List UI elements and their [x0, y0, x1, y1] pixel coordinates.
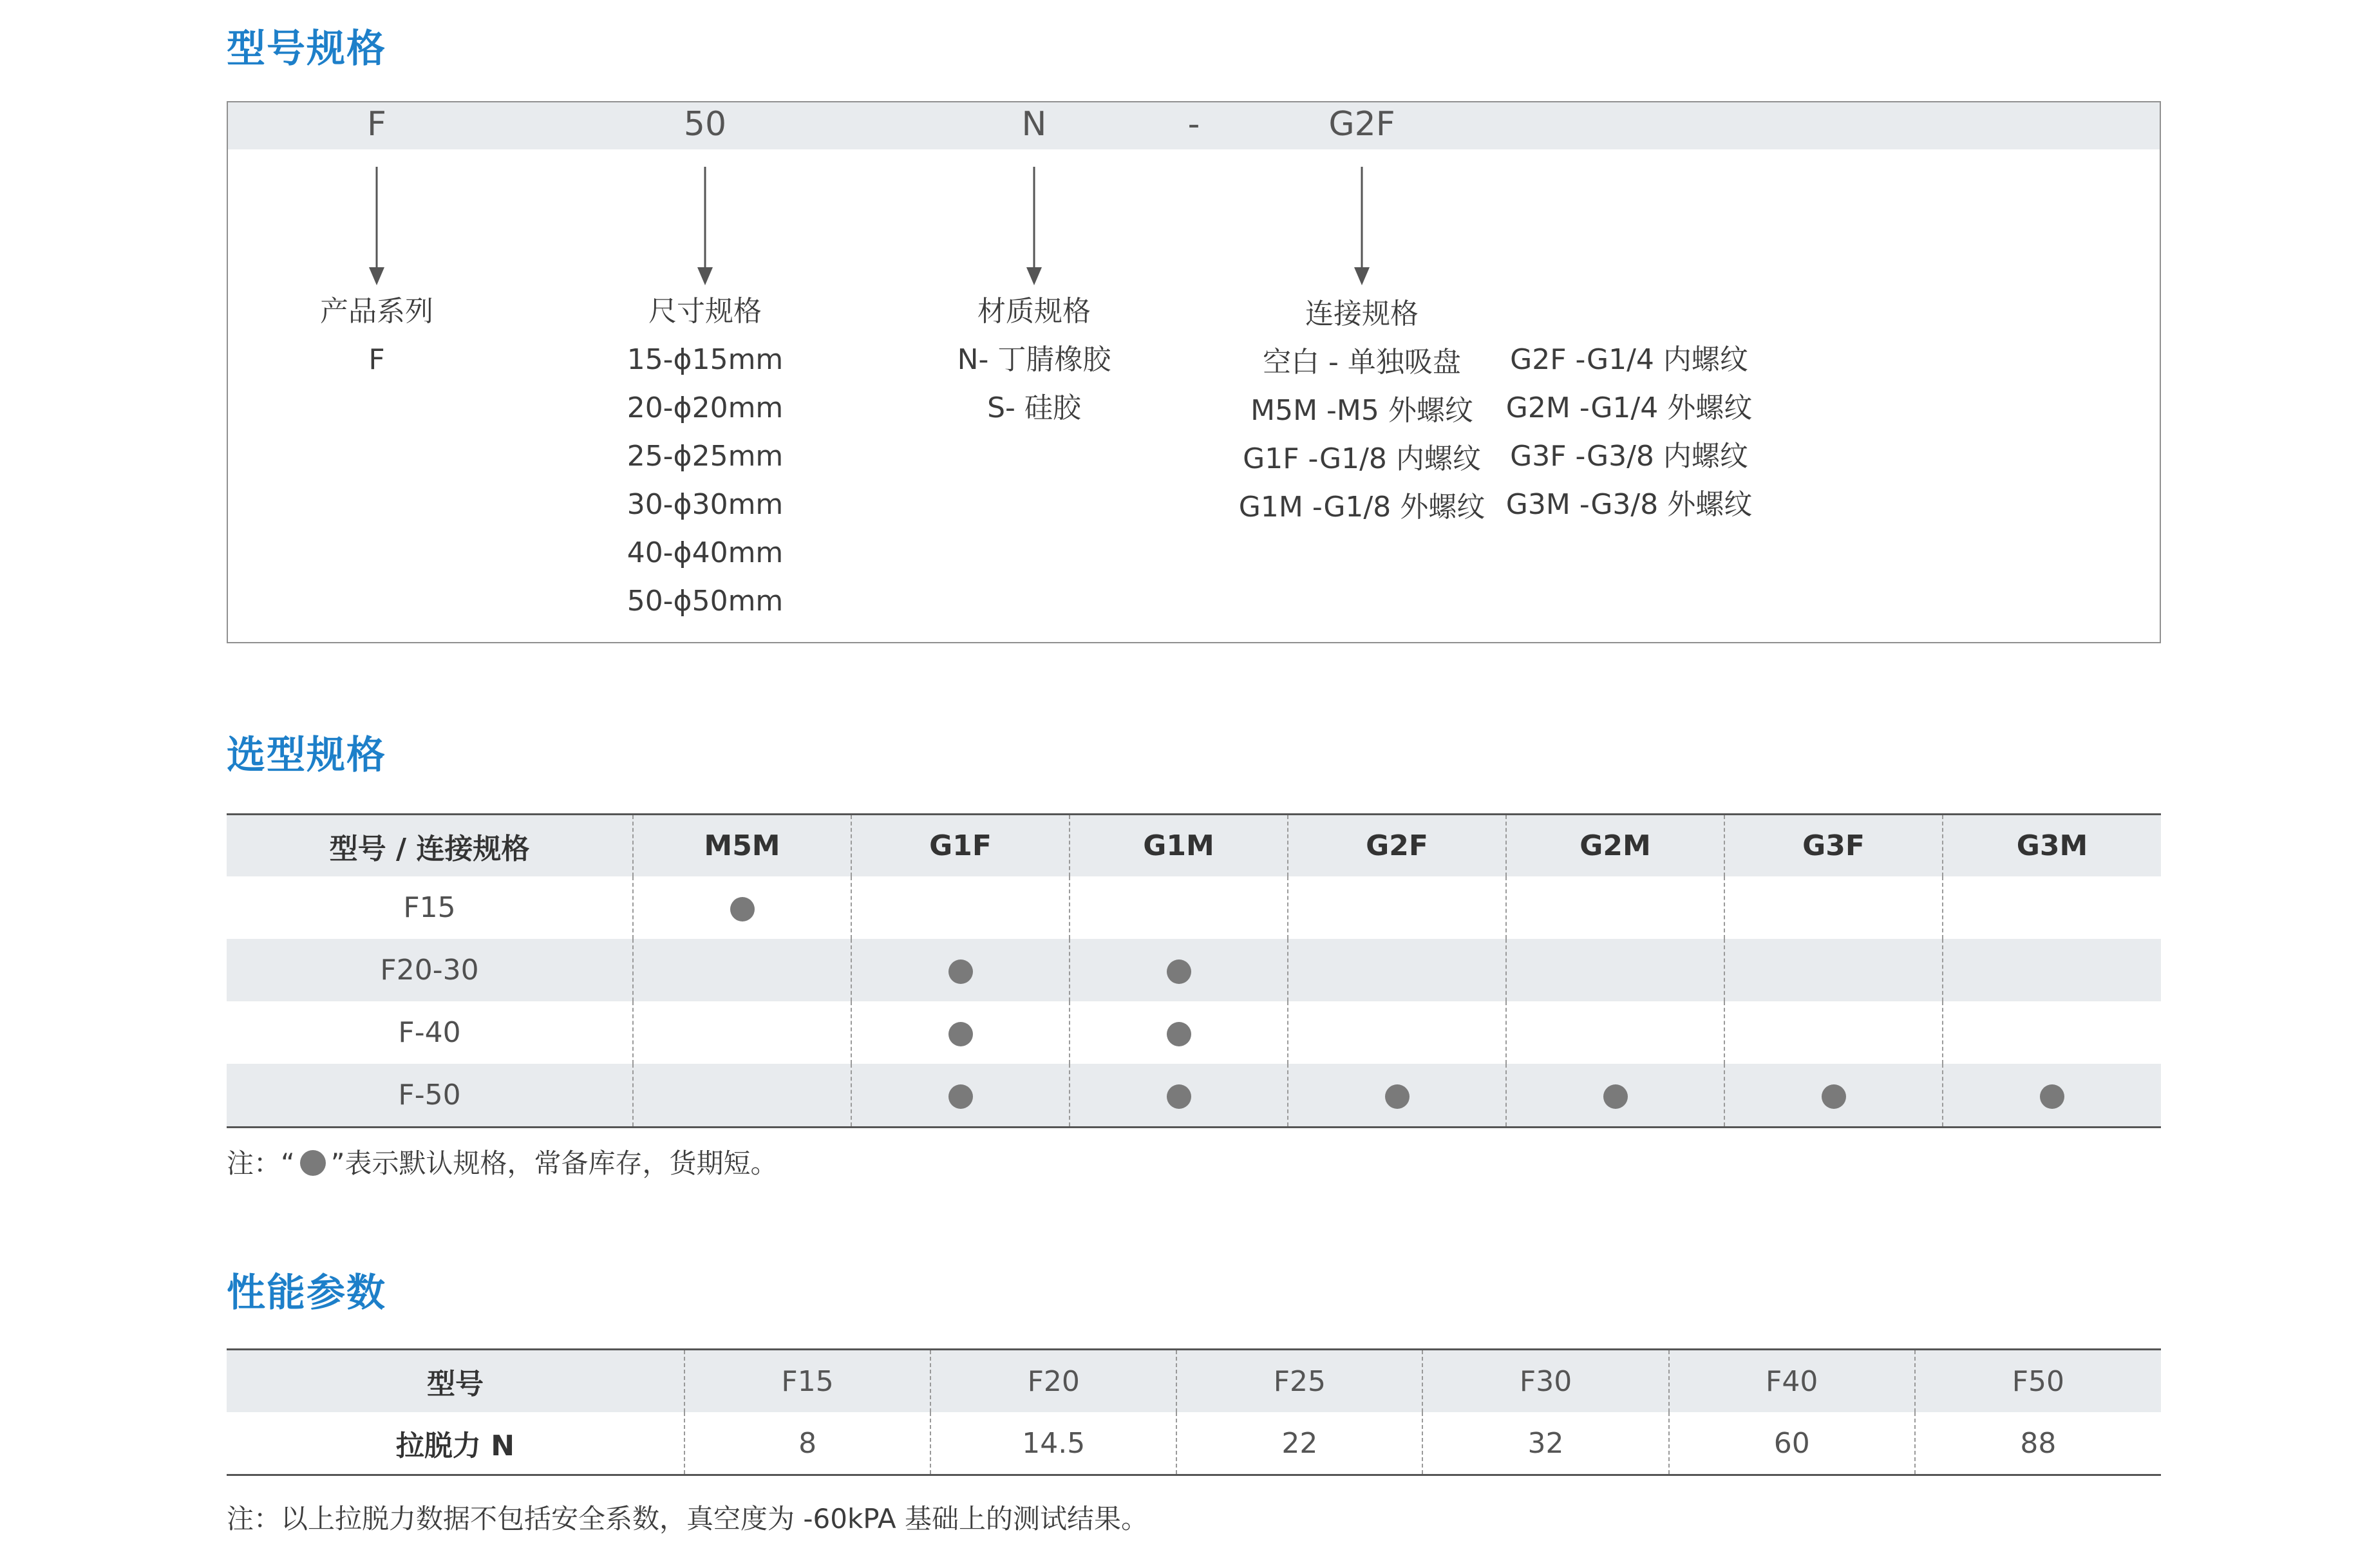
selection-cell [1288, 1001, 1506, 1064]
selection-header-row [227, 815, 2161, 877]
selection-row-model: F15 [403, 891, 456, 924]
selection-note [227, 1142, 778, 1181]
performance-model-cell: F40 [1669, 1350, 1915, 1413]
material-item: N- 丁腈橡胶 [957, 343, 1111, 376]
connection-item: G3M -G3/8 外螺纹 [1505, 488, 1753, 521]
series-item: F [368, 343, 385, 376]
performance-note: 注：以上拉脱力数据不包括安全系数，真空度为 -60kPA 基础上的测试结果。 [227, 1503, 1148, 1535]
selection-cell [633, 1064, 851, 1128]
model-spec-title: 型号规格 [227, 26, 386, 71]
default-dot-icon [948, 959, 973, 984]
connection-item: G2F -G1/4 内螺纹 [1510, 343, 1748, 376]
selection-row [227, 939, 2161, 1001]
material-column [957, 287, 1111, 432]
selection-row-model: F-40 [398, 1016, 461, 1049]
arrow-down-icon [1024, 167, 1044, 285]
pull-force-value: 60 [1669, 1412, 1915, 1475]
default-dot-icon [1167, 1022, 1191, 1046]
size-item: 25-ϕ25mm [627, 440, 784, 473]
material-title: 材质规格 [977, 295, 1091, 328]
size-item: 15-ϕ15mm [627, 343, 784, 376]
selection-cell [1506, 1001, 1724, 1064]
selection-cell [1724, 939, 1943, 1001]
selection-header-cell: M5M [633, 815, 851, 877]
selection-cell [633, 1001, 851, 1064]
code-part-dash: - [1187, 105, 1200, 144]
connection-column-left [1239, 290, 1485, 531]
size-title: 尺寸规格 [648, 295, 762, 328]
selection-cell [1070, 1064, 1288, 1128]
selection-row [227, 1064, 2161, 1128]
arrow-down-icon [695, 167, 715, 285]
default-dot-icon [300, 1150, 326, 1176]
code-part-material: N [1021, 105, 1047, 144]
selection-cell [1070, 1001, 1288, 1064]
performance-model-cell: F20 [930, 1350, 1176, 1413]
selection-header-model: 型号 / 连接规格 [227, 815, 633, 877]
default-dot-icon [1603, 1084, 1628, 1109]
selection-row-model: F-50 [227, 1064, 633, 1128]
pull-force-value: 88 [1915, 1412, 2161, 1475]
size-item: 40-ϕ40mm [627, 536, 784, 569]
selection-cell [1506, 1064, 1724, 1128]
arrow-down-icon [1352, 167, 1372, 285]
selection-cell [1724, 1001, 1943, 1064]
connection-item: G3F -G3/8 内螺纹 [1510, 440, 1748, 473]
performance-row-label: 拉脱力 N [395, 1430, 515, 1462]
selection-cell [1288, 1064, 1506, 1128]
selection-cell [633, 939, 851, 1001]
default-dot-icon [730, 897, 755, 921]
connection-title: 连接规格 [1305, 298, 1419, 330]
size-item: 20-ϕ20mm [627, 392, 784, 424]
performance-header-label: 型号 [227, 1350, 684, 1413]
arrow-down-icon [367, 167, 386, 285]
selection-table [227, 813, 2161, 1128]
size-column [627, 287, 784, 625]
selection-cell [1943, 1064, 2161, 1128]
connection-column-right [1506, 335, 1752, 529]
performance-table [227, 1348, 2161, 1476]
selection-header-cell: G3F [1724, 815, 1943, 877]
performance-model-cell: F25 [1176, 1350, 1422, 1413]
series-title: 产品系列 [320, 295, 433, 328]
selection-cell [633, 876, 851, 939]
connection-item: G2M -G1/4 外螺纹 [1505, 392, 1753, 424]
performance-model-cell: F50 [1915, 1350, 2161, 1413]
selection-title: 选型规格 [227, 733, 386, 778]
connection-item: G1M -G1/8 外螺纹 [1238, 491, 1485, 524]
selection-cell [1943, 876, 2161, 939]
selection-header-cell: G3M [1943, 815, 2161, 877]
default-dot-icon [1167, 1084, 1191, 1109]
default-dot-icon [1167, 959, 1191, 984]
default-dot-icon [1822, 1084, 1846, 1109]
selection-cell [1943, 939, 2161, 1001]
connection-item: M5M -M5 外螺纹 [1250, 394, 1473, 427]
default-dot-icon [948, 1084, 973, 1109]
selection-note-prefix: 注：“ [227, 1148, 295, 1179]
selection-cell [1506, 876, 1724, 939]
default-dot-icon [948, 1022, 973, 1046]
pull-force-value: 32 [1422, 1412, 1668, 1475]
default-dot-icon [2040, 1084, 2064, 1109]
pull-force-value: 22 [1176, 1412, 1422, 1475]
selection-header-cell: G2M [1506, 815, 1724, 877]
selection-cell [1943, 1001, 2161, 1064]
selection-header-cell: G2F [1288, 815, 1506, 877]
selection-header-cell: G1M [1070, 815, 1288, 877]
selection-cell [851, 1001, 1070, 1064]
model-code-header [228, 102, 2160, 149]
selection-cell [1724, 1064, 1943, 1128]
selection-row [227, 1001, 2161, 1064]
series-column [320, 287, 433, 384]
size-item: 50-ϕ50mm [627, 585, 784, 618]
pull-force-value: 8 [684, 1412, 930, 1475]
selection-note-suffix: ”表示默认规格，常备库存，货期短。 [330, 1148, 778, 1179]
selection-cell [1070, 876, 1288, 939]
material-item: S- 硅胶 [987, 392, 1081, 424]
performance-header-row [227, 1350, 2161, 1413]
performance-model-cell: F15 [684, 1350, 930, 1413]
pull-force-value: 14.5 [930, 1412, 1176, 1475]
selection-header-cell: G1F [851, 815, 1070, 877]
code-part-size: 50 [683, 105, 727, 144]
connection-item: G1F -G1/8 内螺纹 [1243, 442, 1481, 475]
selection-cell [1070, 939, 1288, 1001]
connection-item: 空白 - 单独吸盘 [1263, 346, 1461, 379]
selection-cell [851, 876, 1070, 939]
performance-title: 性能参数 [227, 1270, 386, 1316]
selection-cell [851, 1064, 1070, 1128]
selection-cell [851, 939, 1070, 1001]
performance-model-cell: F30 [1422, 1350, 1668, 1413]
selection-row [227, 876, 2161, 939]
size-item: 30-ϕ30mm [627, 488, 784, 521]
selection-cell [1724, 876, 1943, 939]
default-dot-icon [1385, 1084, 1410, 1109]
performance-value-row [227, 1412, 2161, 1475]
selection-row-model: F20-30 [227, 939, 633, 1001]
code-part-connection: G2F [1328, 105, 1395, 144]
selection-cell [1288, 939, 1506, 1001]
selection-cell [1288, 876, 1506, 939]
selection-cell [1506, 939, 1724, 1001]
code-part-series: F [367, 105, 386, 144]
model-code-box [227, 101, 2161, 643]
